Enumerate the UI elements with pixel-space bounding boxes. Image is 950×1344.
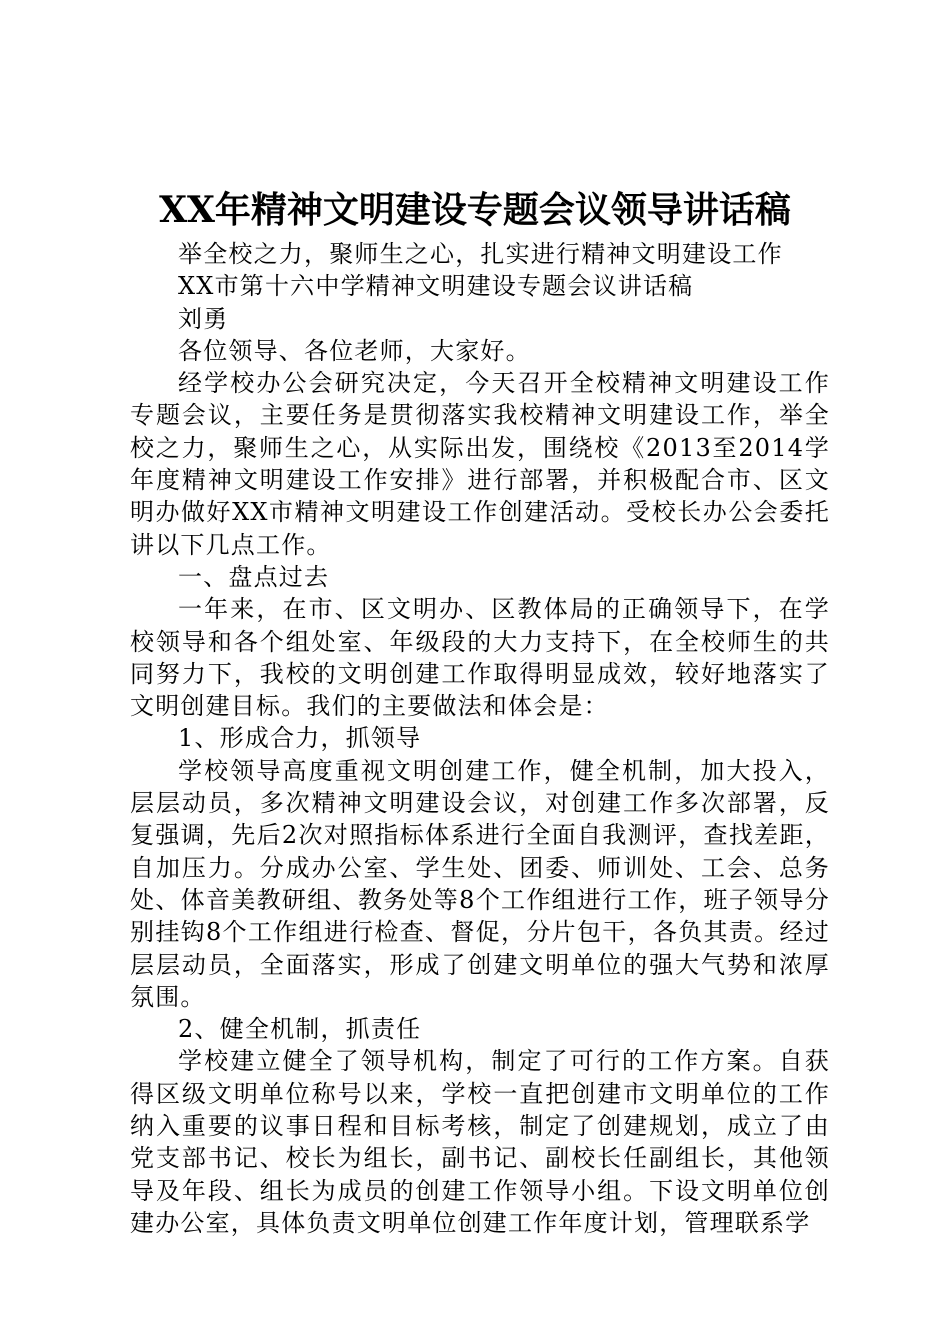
paragraph-author: 刘勇 [178, 304, 229, 333]
paragraph: 学校领导高度重视文明创建工作，健全机制，加大投入，层层动员，多次精神文明建设会议，对创建工作多次部署，反复强调，先后2次对照指标体系进行全面自我测评，查找差距，自加压力。分成办公室、学生处、团委、师训处、工会、总务处、体音美教研组、教务处等8个工作组进行工作，班子领导分别挂钩8个工作组进行检查、督促，分片包干，各负其责。经过层层动员，全面落实，形成了创建文明单位的强大气势和浓厚氛围。 [130, 756, 830, 1011]
paragraph: 经学校办公会研究决定，今天召开全校精神文明建设工作专题会议，主要任务是贯彻落实我校精神文明建设工作，举全校之力，聚师生之心，从实际出发，围绕校《2013至2014学年度精神文明建设工作安排》进行部署，并积极配合市、区文明办做好XX市精神文明建设工作创建活动。受校长办公会委托讲以下几点工作。 [130, 369, 830, 559]
subsection-heading: 1、形成合力，抓领导 [178, 724, 422, 753]
paragraph: 学校建立健全了领导机构，制定了可行的工作方案。自获得区级文明单位称号以来，学校一直把创建市文明单位的工作纳入重要的议事日程和目标考核，制定了创建规划，成立了由党支部书记、校长为组长，副书记、副校长任副组长，其他领导及年段、组长为成员的创建工作领导小组。下设文明单位创建办公室，具体负责文明单位创建工作年度计划，管理联系学 [130, 1047, 830, 1237]
paragraph-speech-title: XX市第十六中学精神文明建设专题会议讲话稿 [178, 272, 694, 301]
paragraph: 一年来，在市、区文明办、区教体局的正确领导下，在学校领导和各个组处室、年级段的大力支持下，在全校师生的共同努力下，我校的文明创建工作取得明显成效，较好地落实了文明创建目标。我们的主要做法和体会是： [130, 595, 830, 721]
document-body [130, 238, 830, 1239]
document-title: XX年精神文明建设专题会议领导讲话稿 [159, 189, 791, 231]
section-heading: 一、盘点过去 [178, 562, 330, 591]
paragraph-greeting: 各位领导、各位老师，大家好。 [178, 336, 531, 365]
paragraph-subtitle: 举全校之力，聚师生之心，扎实进行精神文明建设工作 [178, 240, 783, 268]
subsection-heading: 2、健全机制，抓责任 [178, 1015, 422, 1044]
